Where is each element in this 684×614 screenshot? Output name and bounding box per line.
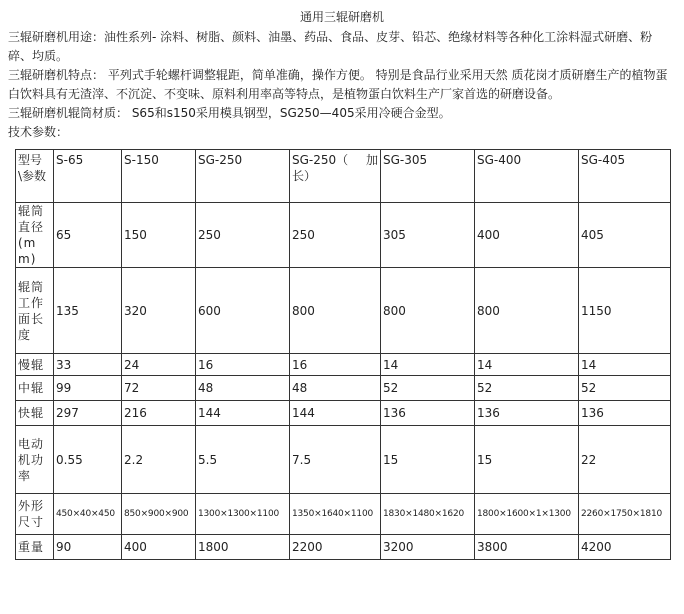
- row-label: 电动机功率: [16, 426, 54, 494]
- table-cell: 250: [290, 203, 381, 268]
- table-cell: 16: [196, 354, 290, 376]
- table-cell: 136: [475, 401, 579, 426]
- model-cell: SG-405: [579, 150, 671, 203]
- table-cell: 0.55: [54, 426, 122, 494]
- model-cell-sg250-long: [290, 150, 381, 203]
- table-cell: 14: [579, 354, 671, 376]
- table-cell: 72: [122, 376, 196, 401]
- table-row: [16, 426, 671, 494]
- row-label: 重量: [16, 535, 54, 560]
- tech-params-label: 技术参数：: [8, 125, 69, 139]
- row-label: 快辊: [16, 401, 54, 426]
- table-cell: 144: [196, 401, 290, 426]
- table-cell: 3800: [475, 535, 579, 560]
- table-row: [16, 376, 671, 401]
- table-cell: 52: [381, 376, 475, 401]
- table-row: [16, 494, 671, 535]
- table-cell: 2.2: [122, 426, 196, 494]
- model-cell: SG-250: [196, 150, 290, 203]
- table-cell: 3200: [381, 535, 475, 560]
- model-part: 长）: [292, 169, 317, 183]
- table-cell: 800: [475, 268, 579, 354]
- table-cell: 320: [122, 268, 196, 354]
- table-cell: 216: [122, 401, 196, 426]
- row-label: 外形尺寸: [16, 494, 54, 535]
- table-cell: 4200: [579, 535, 671, 560]
- table-cell: 2260×1750×1810: [579, 494, 671, 535]
- table-cell: 136: [579, 401, 671, 426]
- table-cell: 48: [196, 376, 290, 401]
- usage-paragraph: 三辊研磨机用途：油性系列- 涂料、树脂、颜料、油墨、药品、食品、皮芽、铅芯、绝缘材料等各种化工涂料湿式研磨、粉碎、均质。: [8, 30, 653, 63]
- table-row: [16, 354, 671, 376]
- table-cell: 14: [475, 354, 579, 376]
- table-cell: 250: [196, 203, 290, 268]
- table-cell: 24: [122, 354, 196, 376]
- table-cell: 90: [54, 535, 122, 560]
- table-row: [16, 203, 671, 268]
- table-cell: 99: [54, 376, 122, 401]
- table-row: [16, 401, 671, 426]
- row-label: 慢辊: [16, 354, 54, 376]
- table-cell: 15: [475, 426, 579, 494]
- page-title: 通用三辊研磨机: [299, 10, 384, 24]
- table-cell: 1800: [196, 535, 290, 560]
- table-cell: 400: [475, 203, 579, 268]
- table-cell: 52: [475, 376, 579, 401]
- table-cell: 22: [579, 426, 671, 494]
- row-label: 中辊: [16, 376, 54, 401]
- table-cell: 14: [381, 354, 475, 376]
- table-cell: 305: [381, 203, 475, 268]
- table-cell: 800: [290, 268, 381, 354]
- table-cell: 1300×1300×1100: [196, 494, 290, 535]
- table-cell: 297: [54, 401, 122, 426]
- table-cell: 1150: [579, 268, 671, 354]
- table-cell: 600: [196, 268, 290, 354]
- material-paragraph: 三辊研磨机辊筒材质： S65和s150采用模具钢型，SG250—405采用冷硬合金型。: [8, 106, 451, 120]
- spec-table: [15, 149, 671, 560]
- table-cell: 800: [381, 268, 475, 354]
- row-label: 辊筒工作面长度: [16, 268, 54, 354]
- table-cell: 400: [122, 535, 196, 560]
- model-cell: S-150: [122, 150, 196, 203]
- model-cell: S-65: [54, 150, 122, 203]
- features-paragraph: 三辊研磨机特点： 平列式手轮螺杆调整辊距，简单准确，操作方便。 特别是食品行业采用天然 质花岗才质研磨生产的植物蛋白饮料具有无渣滓、不沉淀、不变味、原料利用率高等特点，是植物蛋白饮料生产厂家首选的研磨设备。: [8, 68, 668, 101]
- model-part: 加: [365, 153, 378, 167]
- table-header-row: [16, 150, 671, 203]
- document: [8, 8, 676, 141]
- corner-cell: 型号\参数: [16, 150, 54, 203]
- table-cell: 1830×1480×1620: [381, 494, 475, 535]
- table-row: [16, 535, 671, 560]
- table-cell: 5.5: [196, 426, 290, 494]
- table-cell: 33: [54, 354, 122, 376]
- model-cell: SG-305: [381, 150, 475, 203]
- table-cell: 48: [290, 376, 381, 401]
- table-cell: 52: [579, 376, 671, 401]
- table-cell: 1350×1640×1100: [290, 494, 381, 535]
- table-cell: 7.5: [290, 426, 381, 494]
- table-cell: 136: [381, 401, 475, 426]
- table-cell: 65: [54, 203, 122, 268]
- table-cell: 1800×1600×1×1300: [475, 494, 579, 535]
- table-row: [16, 268, 671, 354]
- table-cell: 144: [290, 401, 381, 426]
- table-cell: 150: [122, 203, 196, 268]
- model-cell: SG-400: [475, 150, 579, 203]
- table-cell: 2200: [290, 535, 381, 560]
- model-part: SG-250（: [292, 153, 349, 167]
- table-cell: 405: [579, 203, 671, 268]
- table-cell: 135: [54, 268, 122, 354]
- table-cell: 450×40×450: [54, 494, 122, 535]
- row-label: 辊筒直径(mm): [16, 203, 54, 268]
- table-cell: 15: [381, 426, 475, 494]
- table-cell: 16: [290, 354, 381, 376]
- table-cell: 850×900×900: [122, 494, 196, 535]
